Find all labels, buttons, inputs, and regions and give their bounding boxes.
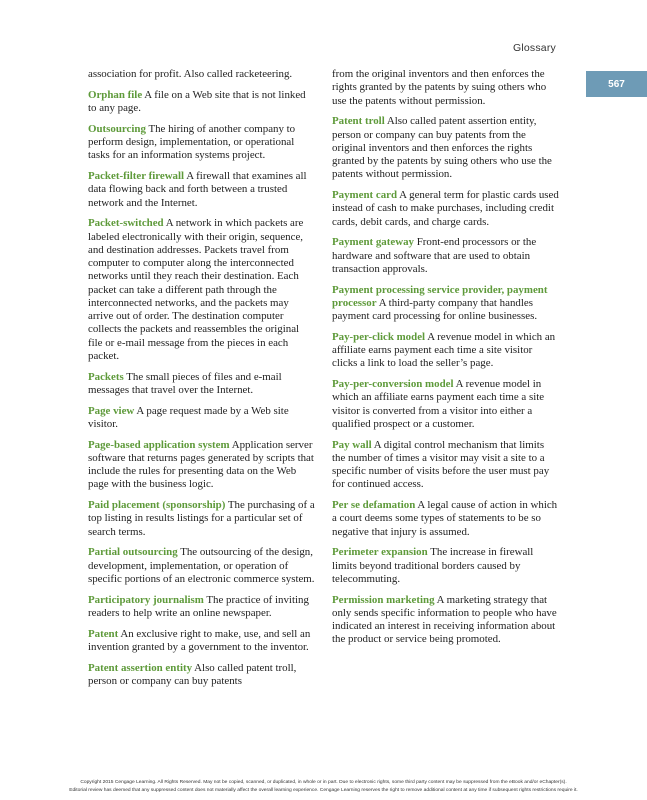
entry-definition: A revenue model in which an affiliate earns payment each time a site visitor clicks a link to load the seller’s page. — [332, 330, 556, 370]
glossary-entry — [332, 331, 560, 371]
entry-definition: The purchasing of a top listing in results listings for a particular set of search terms. — [88, 499, 315, 538]
glossary-entry — [332, 189, 560, 229]
entry-definition: A page request made by a Web site visitor. — [88, 404, 289, 430]
glossary-entry — [332, 378, 560, 431]
glossary-entry — [88, 546, 316, 586]
glossary-entry-continued — [332, 68, 560, 108]
entry-term: Per se defamation — [332, 499, 416, 511]
entry-definition: A general term for plastic cards used instead of cash to make purchases, including credit cards, debit cards, and charge cards. — [332, 189, 559, 228]
entry-definition: A third-party company that handles payment card processing for online businesses. — [332, 296, 538, 322]
glossary-entry — [332, 439, 560, 492]
entry-term: Partial outsourcing — [88, 546, 178, 559]
entry-term: Patent troll — [332, 115, 385, 128]
entry-term: Packets — [88, 370, 124, 383]
entry-definition: The increase in firewall limits beyond traditional borders caused by telecommuting. — [332, 546, 534, 585]
entry-definition: The hiring of another company to perform design, implementation, or operational tasks for an information systems project. — [88, 122, 296, 162]
entry-term: Perimeter expansion — [332, 546, 428, 559]
entry-definition: Also called patent troll, person or company can buy patents — [88, 661, 297, 687]
glossary-entry — [88, 371, 316, 398]
glossary-entry — [332, 236, 560, 276]
entry-term: Page-based application system — [88, 438, 230, 451]
glossary-entry — [88, 499, 316, 539]
entry-definition: A digital control mechanism that limits the number of times a visitor may visit a site to a specific number of visits before the user must pay for continued access. — [332, 438, 550, 491]
entry-definition: Also called patent assertion entity, person or company can buy patents from the original inventors and then enforces the rights granted by the patents by suing others who use the patents without permission. — [332, 115, 552, 181]
entry-term: Payment gateway — [332, 236, 414, 249]
entry-term: Packet-switched — [88, 217, 164, 230]
entry-term: Patent assertion entity — [88, 661, 193, 674]
glossary-entry — [88, 89, 316, 116]
entry-definition: A firewall that examines all data flowing back and forth between a trusted network and the Internet. — [88, 170, 307, 209]
glossary-entry-continued — [88, 68, 316, 81]
glossary-entry — [88, 628, 316, 655]
entry-term: Paid placement (sponsorship) — [88, 499, 226, 511]
entry-definition: An exclusive right to make, use, and sell an invention granted by a government to the inventor. — [88, 627, 311, 653]
copyright-notice: Copyright 2015 Cengage Learning. All Rights Reserved. May not be copied, scanned, or duplicated, in whole or in part. Due to electronic rights, some third party content may be suppressed from the eBook and/or eChapter(s). — [80, 780, 567, 785]
entry-term: Payment processing service provider, payment processor — [332, 283, 548, 309]
glossary-entry — [332, 594, 560, 647]
entry-term: Pay-per-click model — [332, 330, 426, 343]
entry-definition: The small pieces of files and e-mail messages that travel over the Internet. — [88, 370, 282, 396]
entry-definition: A marketing strategy that only sends specific information to people who have indicated an interest in receiving information about the product or service being promoted. — [332, 593, 557, 646]
entry-term: Payment card — [332, 189, 398, 201]
entry-definition: The practice of inviting readers to help write an online newspaper. — [88, 593, 309, 619]
entry-term: Pay wall — [332, 438, 372, 451]
glossary-entry — [332, 115, 560, 181]
entry-term: Permission marketing — [332, 593, 435, 606]
entry-term: Pay-per-conversion model — [332, 378, 454, 390]
entry-definition: A legal cause of action in which a court deems some types of statements to be so negative that injury is assumed. — [332, 499, 558, 538]
entry-term: Orphan file — [88, 88, 143, 101]
running-head: Glossary — [512, 42, 556, 54]
glossary-entry — [88, 439, 316, 492]
entry-term: Outsourcing — [88, 122, 146, 135]
glossary-entry — [88, 123, 316, 163]
entry-definition: Application server software that returns pages generated by scripts that include the rules for presenting data on the Web page with the business logic. — [88, 438, 314, 491]
glossary-entry — [88, 405, 316, 432]
entry-definition: A revenue model in which an affiliate earns payment each time a site visitor is converted from a visitor into either a qualified prospect or a customer. — [332, 378, 545, 430]
editorial-notice: Editorial review has deemed that any suppressed content does not materially affect the overall learning experience. Cengage Learning reserves the right to remove additional content at any time if subsequent rights restrictions require it. — [69, 788, 578, 793]
glossary-entry — [88, 594, 316, 621]
entry-term: Page view — [88, 404, 135, 417]
right-column — [332, 68, 560, 654]
glossary-entry — [88, 662, 316, 689]
entry-definition: A network in which packets are labeled electronically with their origin, sequence, and destination addresses. Packets travel from computer to computer along the interconnected networks until they reach their destination. Each packet can take a different path through the interconnected networks, and the packets may arrive out of order. The destination computer collects the packets and reassembles the original file or e-mail message from the pieces in each packet. — [88, 217, 304, 362]
entry-definition: association for profit. Also called racketeering. — [88, 68, 293, 80]
glossary-entry — [88, 170, 316, 210]
entry-definition: The outsourcing of the design, development, implementation, or operation of specific portions of an electronic commerce system. — [88, 546, 315, 585]
entry-definition: A file on a Web site that is not linked to any page. — [88, 88, 306, 114]
entry-term: Patent — [88, 627, 119, 640]
glossary-entry — [332, 499, 560, 539]
glossary-entry — [332, 546, 560, 586]
page-number-tab: 567 — [586, 71, 647, 97]
left-column — [88, 68, 316, 696]
glossary-entry — [88, 217, 316, 363]
glossary-entry — [332, 284, 560, 324]
entry-term: Packet-filter firewall — [88, 170, 185, 182]
entry-term: Participatory journalism — [88, 593, 204, 606]
entry-definition: Front-end processors or the hardware and software that are used to obtain transaction approvals. — [332, 236, 537, 275]
entry-definition: from the original inventors and then enforces the rights granted by the patents by suing others who use the patents without permission. — [332, 68, 547, 107]
